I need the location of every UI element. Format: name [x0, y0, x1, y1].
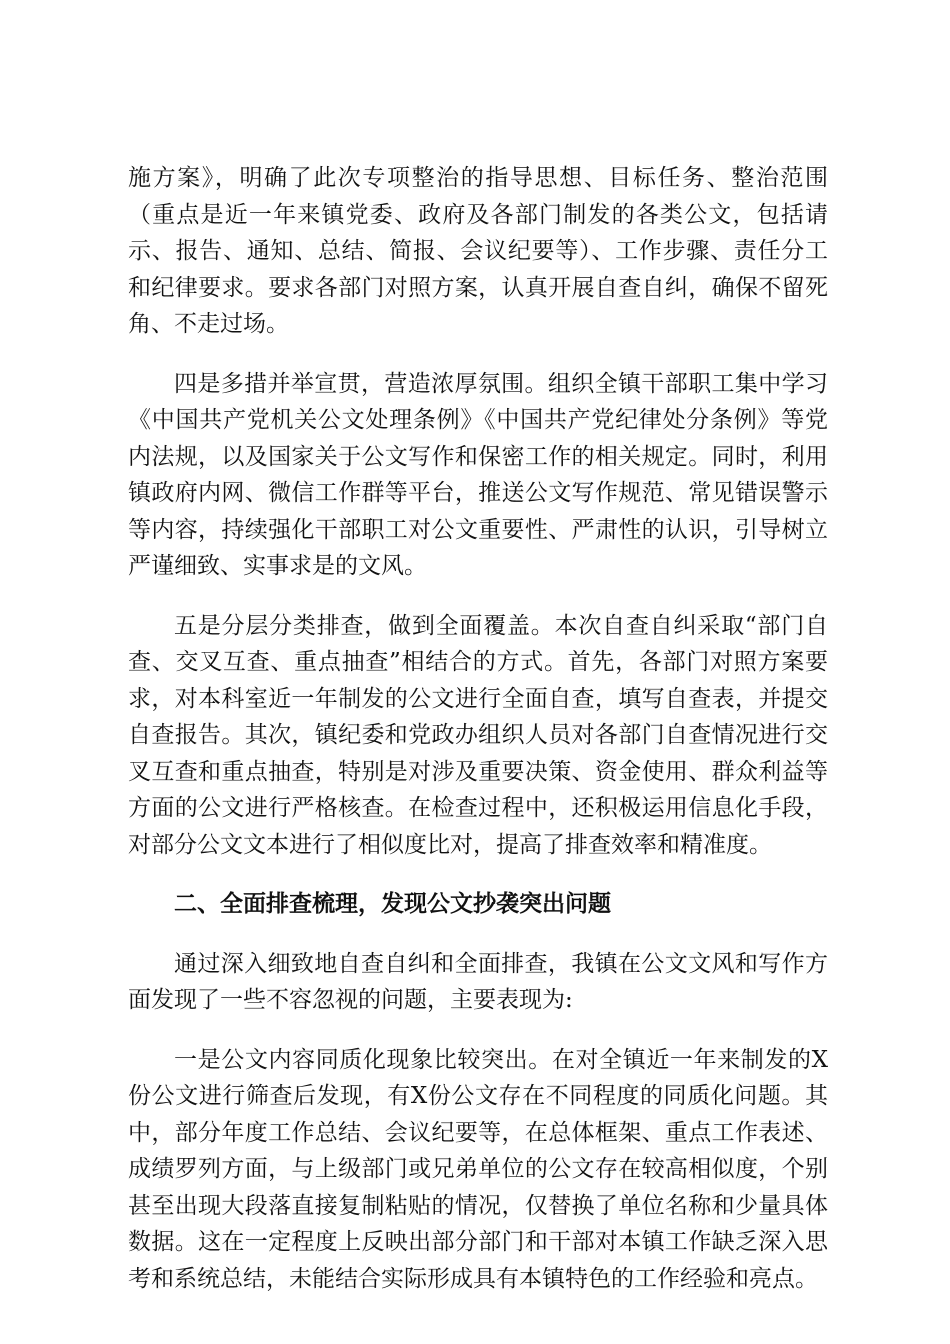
paragraph-continuation: 施方案》，明确了此次专项整治的指导思想、目标任务、整治范围（重点是近一年来镇党委、政府及各部门制发的各类公文，包括请示、报告、通知、总结、简报、会议纪要等）、工作步骤、责任分工和纪律要求。要求各部门对照方案，认真开展自查自纠，确保不留死角、不走过场。	[128, 165, 828, 337]
paragraph-section-intro: 通过深入细致地自查自纠和全面排查，我镇在公文文风和写作方面发现了一些不容忽视的问题，主要表现为:	[128, 950, 828, 1013]
paragraph-point-five: 五是分层分类排查，做到全面覆盖。本次自查自纠采取“部门自查、交叉互查、重点抽查”相结合的方式。首先，各部门对照方案要求，对本科室近一年制发的公文进行全面自查，填写自查表，并提交自查报告。其次，镇纪委和党政办组织人员对各部门自查情况进行交叉互查和重点抽查，特别是对涉及重要决策、资金使用、群众利益等方面的公文进行严格核查。在检查过程中，还积极运用信息化手段，对部分公文文本进行了相似度比对，提高了排查效率和精准度。	[128, 612, 828, 858]
section-heading: 二、全面排查梳理，发现公文抄袭突出问题	[174, 891, 611, 917]
paragraph-point-one: 一是公文内容同质化现象比较突出。在对全镇近一年来制发的X份公文进行筛查后发现，有X份公文存在不同程度的同质化问题。其中，部分年度工作总结、会议纪要等，在总体框架、重点工作表述、成绩罗列方面，与上级部门或兄弟单位的公文存在较高相似度，个别甚至出现大段落直接复制粘贴的情况，仅替换了单位名称和少量具体数据。这在一定程度上反映出部分部门和干部对本镇工作缺乏深入思考和系统总结，未能结合实际形成具有本镇特色的工作经验和亮点。	[128, 1046, 828, 1292]
document-page	[128, 160, 828, 1320]
paragraph-point-four: 四是多措并举宣贯，营造浓厚氛围。组织全镇干部职工集中学习《中国共产党机关公文处理条例》《中国共产党纪律处分条例》等党内法规，以及国家关于公文写作和保密工作的相关规定。同时，利用镇政府内网、微信工作群等平台，推送公文写作规范、常见错误警示等内容，持续强化干部职工对公文重要性、严肃性的认识，引导树立严谨细致、实事求是的文风。	[128, 370, 828, 579]
